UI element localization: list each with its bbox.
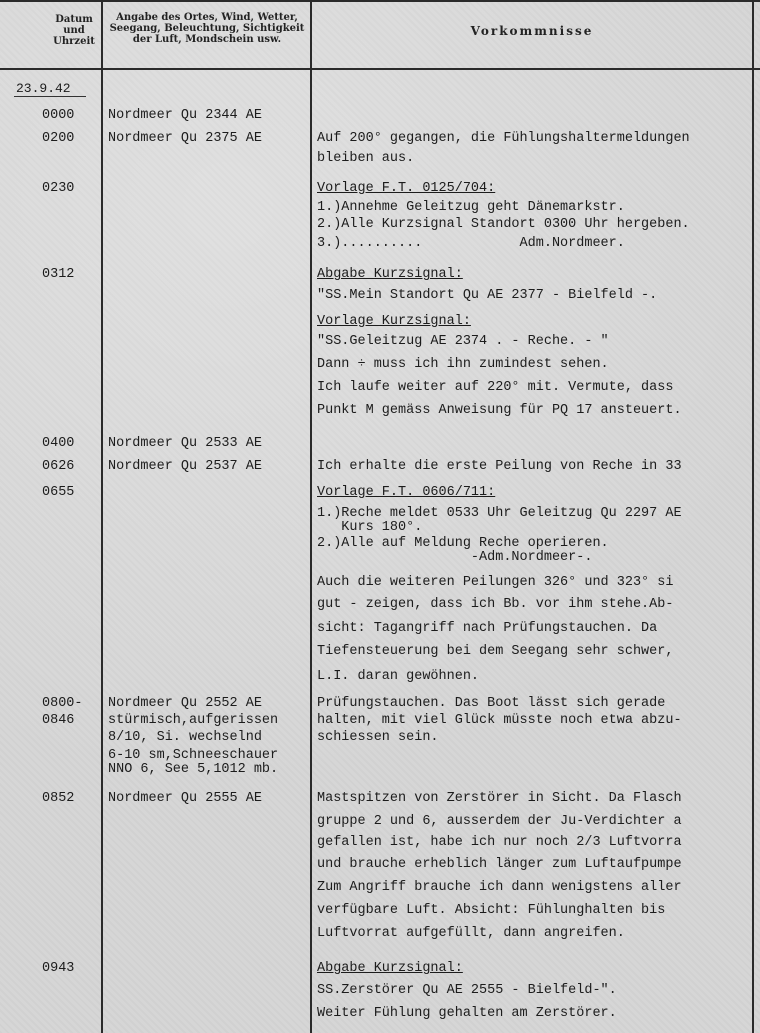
entry-location: Nordmeer Qu 2555 AE — [108, 791, 262, 806]
entry-event-line: gruppe 2 und 6, ausserdem der Ju-Verdichter a — [317, 814, 682, 829]
entry-event-line: 2.)Alle auf Meldung Reche operieren. — [317, 536, 609, 551]
entry-event-line: Tiefensteuerung bei dem Seegang sehr schwer, — [317, 644, 674, 659]
entry-time: 0655 — [42, 485, 75, 500]
entry-time: 0200 — [42, 131, 75, 146]
column-rule-3 — [752, 0, 754, 1033]
entry-event-line: Luftvorrat aufgefüllt, dann angreifen. — [317, 926, 625, 941]
header-location-weather — [104, 12, 310, 45]
entry-location: 8/10, Si. wechselnd — [108, 730, 262, 745]
header-location-line-1: Angabe des Ortes, Wind, Wetter, — [116, 12, 298, 23]
entry-event-line: halten, mit viel Glück müsste noch etwa abzu- — [317, 713, 682, 728]
column-rule-2 — [310, 0, 312, 1033]
date-underline — [14, 96, 86, 97]
entry-location: NNO 6, See 5,1012 mb. — [108, 762, 279, 777]
entry-location: Nordmeer Qu 2552 AE — [108, 696, 262, 711]
entry-event-line: 3.).......... Adm.Nordmeer. — [317, 236, 625, 251]
entry-event-line: schiessen sein. — [317, 730, 439, 745]
entry-event-line: gefallen ist, habe ich nur noch 2/3 Luftvorra — [317, 835, 682, 850]
header-and-label: und — [63, 25, 85, 36]
header-events — [312, 26, 752, 37]
entry-event-line: bleiben aus. — [317, 151, 415, 166]
entry-event-line: 1.)Reche meldet 0533 Uhr Geleitzug Qu 2297 AE — [317, 506, 682, 521]
entry-event-line: -Adm.Nordmeer-. — [317, 550, 593, 565]
entry-time: 0000 — [42, 108, 75, 123]
header-events-label: Vorkommnisse — [470, 24, 594, 38]
entry-event-line: 2.)Alle Kurzsignal Standort 0300 Uhr hergeben. — [317, 217, 690, 232]
entry-location: stürmisch,aufgerissen — [108, 713, 279, 728]
entry-event-line: "SS.Geleitzug AE 2374 . - Reche. - " — [317, 334, 609, 349]
entry-date: 23.9.42 — [16, 81, 71, 96]
column-rule-1 — [101, 0, 103, 1033]
entry-time: 0626 — [42, 459, 75, 474]
entry-time: 0943 — [42, 961, 75, 976]
entry-event-line: 1.)Annehme Geleitzug geht Dänemarkstr. — [317, 200, 625, 215]
entry-time: 0800- — [42, 696, 83, 711]
top-rule — [0, 0, 760, 2]
entry-location: Nordmeer Qu 2537 AE — [108, 459, 262, 474]
header-time-label: Uhrzeit — [53, 36, 95, 47]
entry-event-line: L.I. daran gewöhnen. — [317, 669, 480, 684]
entry-location: Nordmeer Qu 2375 AE — [108, 131, 262, 146]
entry-time: 0852 — [42, 791, 75, 806]
entry-event-line: Zum Angriff brauche ich dann wenigstens aller — [317, 880, 682, 895]
entry-event-line: "SS.Mein Standort Qu AE 2377 - Bielfeld -. — [317, 288, 658, 303]
entry-event-line: Ich laufe weiter auf 220° mit. Vermute, dass — [317, 380, 674, 395]
entry-event-line: Vorlage F.T. 0125/704: — [317, 181, 496, 196]
entry-event-line: und brauche erheblich länger zum Luftaufpumpe — [317, 857, 682, 872]
entry-event-line: Prüfungstauchen. Das Boot lässt sich gerade — [317, 696, 666, 711]
entry-location: Nordmeer Qu 2344 AE — [108, 108, 262, 123]
entry-location: 6-10 sm,Schneeschauer — [108, 748, 279, 763]
entry-event-line: Abgabe Kurzsignal: — [317, 961, 463, 976]
entry-event-line: Vorlage F.T. 0606/711: — [317, 485, 496, 500]
entry-event-line: Weiter Fühlung gehalten am Zerstörer. — [317, 1006, 617, 1021]
entry-event-line: sicht: Tagangriff nach Prüfungstauchen. Da — [317, 621, 658, 636]
entry-location: Nordmeer Qu 2533 AE — [108, 436, 262, 451]
header-date-label: Datum — [55, 14, 93, 25]
entry-event-line: SS.Zerstörer Qu AE 2555 - Bielfeld-". — [317, 983, 617, 998]
entry-event-line: gut - zeigen, dass ich Bb. vor ihm stehe.Ab- — [317, 597, 674, 612]
entry-event-line: Dann ÷ muss ich ihn zumindest sehen. — [317, 357, 609, 372]
header-rule — [0, 68, 760, 70]
entry-event-line: Kurs 180°. — [317, 520, 423, 535]
entry-time: 0846 — [42, 713, 75, 728]
entry-event-line: Punkt M gemäss Anweisung für PQ 17 ansteuert. — [317, 403, 682, 418]
entry-event-line: Mastspitzen von Zerstörer in Sicht. Da Flasch — [317, 791, 682, 806]
header-location-line-2: Seegang, Beleuchtung, Sichtigkeit — [109, 23, 305, 34]
entry-event-line: verfügbare Luft. Absicht: Fühlunghalten bis — [317, 903, 666, 918]
entry-time: 0312 — [42, 267, 75, 282]
entry-time: 0230 — [42, 181, 75, 196]
entry-time: 0400 — [42, 436, 75, 451]
entry-event-line: Vorlage Kurzsignal: — [317, 314, 471, 329]
entry-event-line: Ich erhalte die erste Peilung von Reche in 33 — [317, 459, 682, 474]
header-location-line-3: der Luft, Mondschein usw. — [132, 34, 282, 45]
entry-event-line: Auch die weiteren Peilungen 326° und 323° si — [317, 575, 674, 590]
header-date-time — [46, 14, 102, 47]
entry-event-line: Auf 200° gegangen, die Fühlungshaltermeldungen — [317, 131, 690, 146]
entry-event-line: Abgabe Kurzsignal: — [317, 267, 463, 282]
